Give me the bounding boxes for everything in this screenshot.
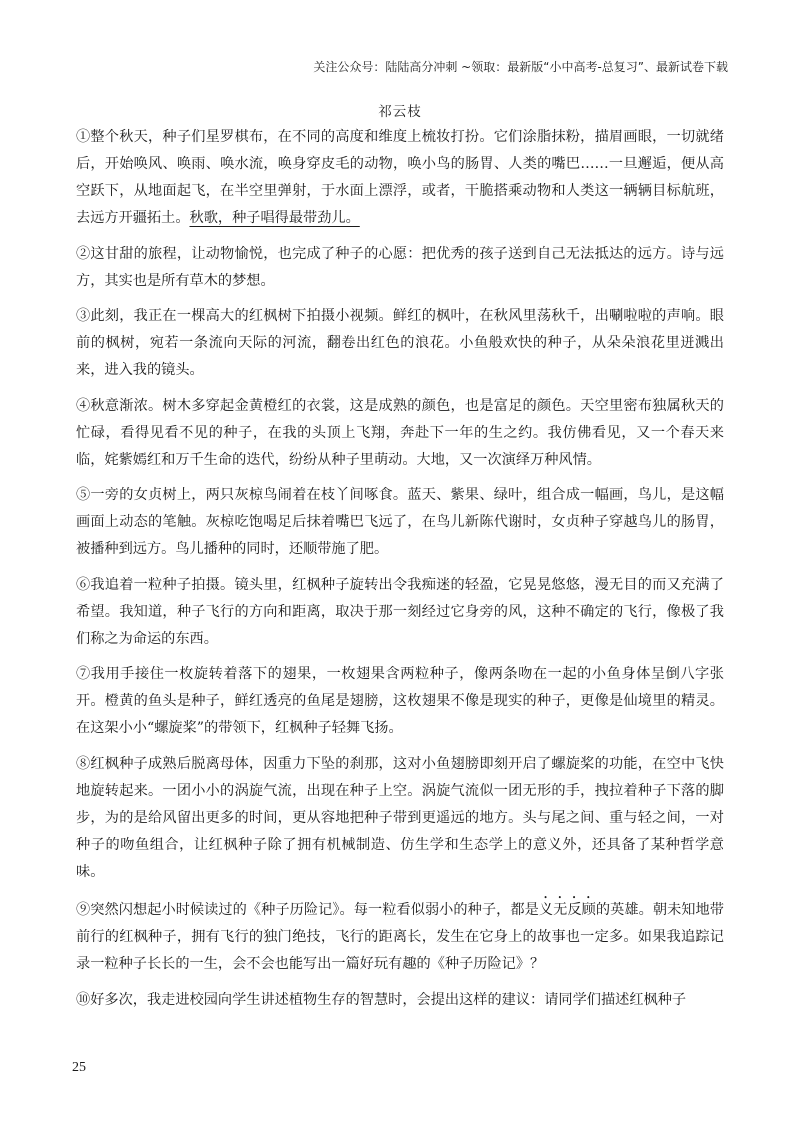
page-number: 25 xyxy=(72,1060,86,1075)
paragraph-10: ⑩好多次，我走进校园向学生讲述植物生存的智慧时，会提出这样的建议：请同学们描述红枫种子 xyxy=(76,991,687,1008)
paragraph-9-text-after: 的英雄。朝未知地带前行的红枫种子，拥有飞行的独门绝技，飞行的距离长，发生在它身上的故事也一定多。如果我追踪记录一粒种子长长的一生，会不会也能写出一篇好玩有趣的《种子历险记》？ xyxy=(76,902,724,972)
paragraph-7: ⑦我用手接住一枚旋转着落下的翅果，一枚翅果含两粒种子，像两条吻在一起的小鱼身体呈倒八字张开。橙黄的鱼头是种子，鲜红透亮的鱼尾是翅膀，这枚翅果不像是现实的种子，更像是仙境里的精灵。在这架小小“螺旋桨”的带领下，红枫种子轻舞飞扬。 xyxy=(76,666,724,736)
paragraph-2: ②这甘甜的旅程，让动物愉悦，也完成了种子的心愿：把优秀的孩子送到自己无法抵达的远方。诗与远方，其实也是所有草木的梦想。 xyxy=(76,245,724,289)
paragraph-3: ③此刻，我正在一棵高大的红枫树下拍摄小视频。鲜红的枫叶，在秋风里荡秋千，出唰啦啦的声响。眼前的枫树，宛若一条流向天际的河流，翻卷出红色的浪花。小鱼般欢快的种子，从朵朵浪花里迸溅出来，进入我的镜头。 xyxy=(76,308,724,378)
header-note: 关注公众号：陆陆高分冲刺 ~领取：最新版“小中高考-总复习”、最新试卷下载 xyxy=(313,60,728,74)
paragraph-9-text-before: ⑨突然闪想起小时候读过的《种子历险记》。每一粒看似弱小的种子，都是 xyxy=(76,902,539,918)
paragraph-9-dotted-phrase: 义无反顾 xyxy=(538,902,596,918)
article-author: 祁云枝 xyxy=(378,104,422,120)
paragraph-9 xyxy=(76,894,724,978)
paragraph-8: ⑧红枫种子成熟后脱离母体，因重力下坠的刹那，这对小鱼翅膀即刻开启了螺旋桨的功能，在空中飞快地旋转起来。一团小小的涡旋气流，出现在种子上空。涡旋气流似一团无形的手，拽拉着种子下落的脚步，为的是给风留出更多的时间，更从容地把种子带到更遥远的地方。头与尾之间、重与轻之间，一对种子的吻鱼组合，让红枫种子除了拥有机械制造、仿生学和生态学上的意义外，还具备了某种哲学意味。 xyxy=(76,755,724,880)
paragraph-1 xyxy=(76,124,724,232)
paragraph-1-underlined-text: 秋歌，种子唱得最带劲儿。 xyxy=(189,210,360,226)
paragraph-6: ⑥我追着一粒种子拍摄。镜头里，红枫种子旋转出令我痴迷的轻盈，它晃晃悠悠，漫无目的而又充满了希望。我知道，种子飞行的方向和距离，取决于那一刻经过它身旁的风，这种不确定的飞行，像极了我们称之为命运的东西。 xyxy=(76,576,724,647)
paragraph-1-text: ①整个秋天，种子们星罗棋布，在不同的高度和维度上梳妆打扮。它们涂脂抹粉，描眉画眼，一切就绪后，开始唤风、唤雨、唤水流，唤身穿皮毛的动物，唤小鸟的肠胃、人类的嘴巴……一旦邂逅，便从高空跃下，从地面起飞，在半空里弹射，于水面上漂浮，或者，干脆搭乘动物和人类这一辆辆目标航班，去远方开疆拓土。 xyxy=(76,129,724,226)
paragraph-4: ④秋意渐浓。树木多穿起金黄橙红的衣裳，这是成熟的颜色，也是富足的颜色。天空里密布独属秋天的忙碌，看得见看不见的种子，在我的头顶上飞翔，奔赴下一年的生之约。我仿佛看见，又一个春天来临，姹紫嫣红和万千生命的迭代，纷纷从种子里萌动。大地，又一次演绎万种风情。 xyxy=(76,397,724,468)
paragraph-5: ⑤一旁的女贞树上，两只灰椋鸟闹着在枝丫间啄食。蓝天、紫果、绿叶，组合成一幅画，鸟儿，是这幅画面上动态的笔触。灰椋吃饱喝足后抹着嘴巴飞远了，在鸟儿新陈代谢时，女贞种子穿越鸟儿的肠胃，被播种到远方。鸟儿播种的同时，还顺带施了肥。 xyxy=(76,487,724,557)
article-body xyxy=(76,124,724,1022)
